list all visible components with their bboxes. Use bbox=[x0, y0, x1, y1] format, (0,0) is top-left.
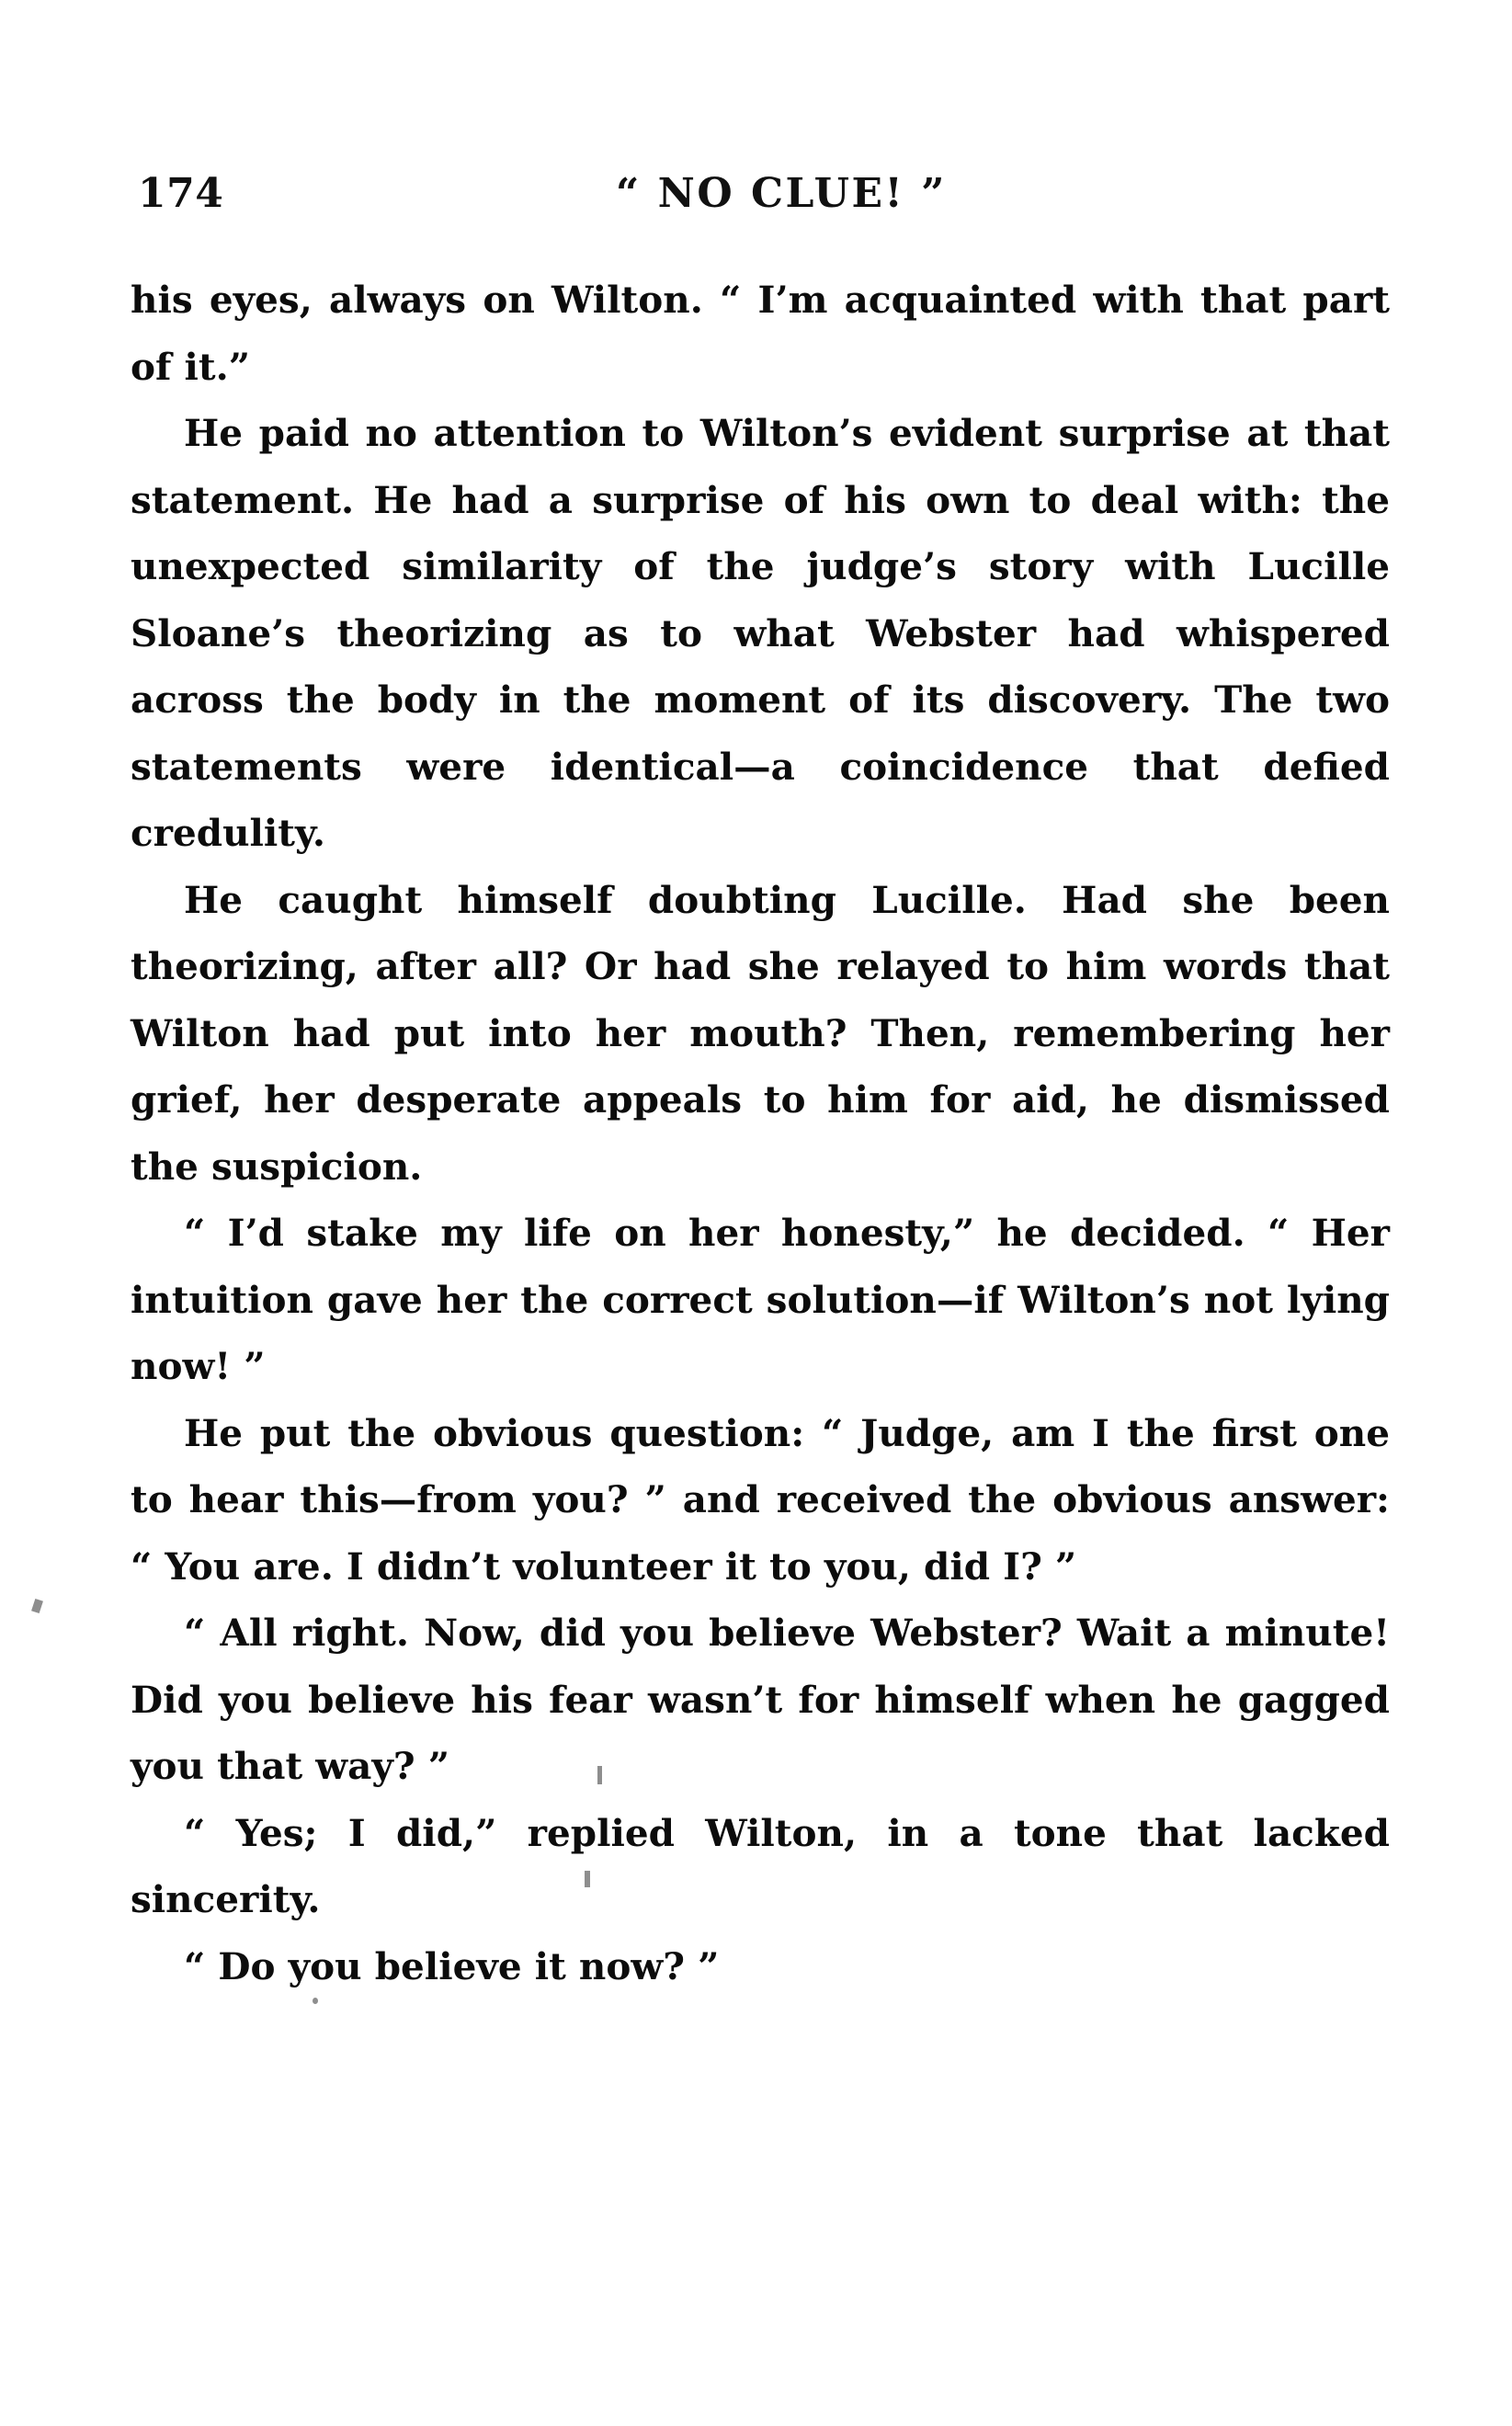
page-body bbox=[131, 267, 1390, 1999]
paragraph: his eyes, always on Wilton. “ I’m acquainted with that part of it.” bbox=[131, 278, 1390, 389]
scan-artifact bbox=[313, 1998, 318, 2004]
paragraph: “ I’d stake my life on her honesty,” he decided. “ Her intuition gave her the correct solution—if Wilton’s not lying now! ” bbox=[131, 1211, 1390, 1388]
paragraph: “ All right. Now, did you believe Webster? Wait a minute! Did you believe his fear wasn’t for himself when he gagged you that way? ” bbox=[131, 1611, 1390, 1788]
paragraph: He paid no attention to Wilton’s evident surprise at that statement. He had a surprise of his own to deal with: the unexpected similarity of the judge’s story with Lucille Sloane’s theorizing as to what Webster had whispered across the body in the moment of its discovery. The two statements were identical—a coincidence that defied credulity. bbox=[131, 411, 1390, 855]
running-head: “ NO CLUE! ” bbox=[616, 170, 947, 217]
page-header bbox=[138, 170, 1388, 225]
scan-artifact bbox=[585, 1871, 590, 1887]
scan-artifact bbox=[31, 1599, 43, 1613]
paragraph: He put the obvious question: “ Judge, am I the first one to hear this—from you? ” and received the obvious answer: “ You are. I didn’t volunteer it to you, did I? ” bbox=[131, 1410, 1390, 1589]
paragraph: He caught himself doubting Lucille. Had she been theorizing, after all? Or had she relayed to him words that Wilton had put into her mouth? Then, remembering her grief, her desperate appeals to him for aid, he dismissed the suspicion. bbox=[131, 877, 1390, 1189]
paragraph: “ Yes; I did,” replied Wilton, in a tone that lacked sincerity. bbox=[131, 1810, 1390, 1921]
paragraph: “ Do you believe it now? ” bbox=[184, 1943, 720, 1988]
page-number: 174 bbox=[138, 170, 224, 217]
scan-artifact bbox=[597, 1766, 602, 1784]
